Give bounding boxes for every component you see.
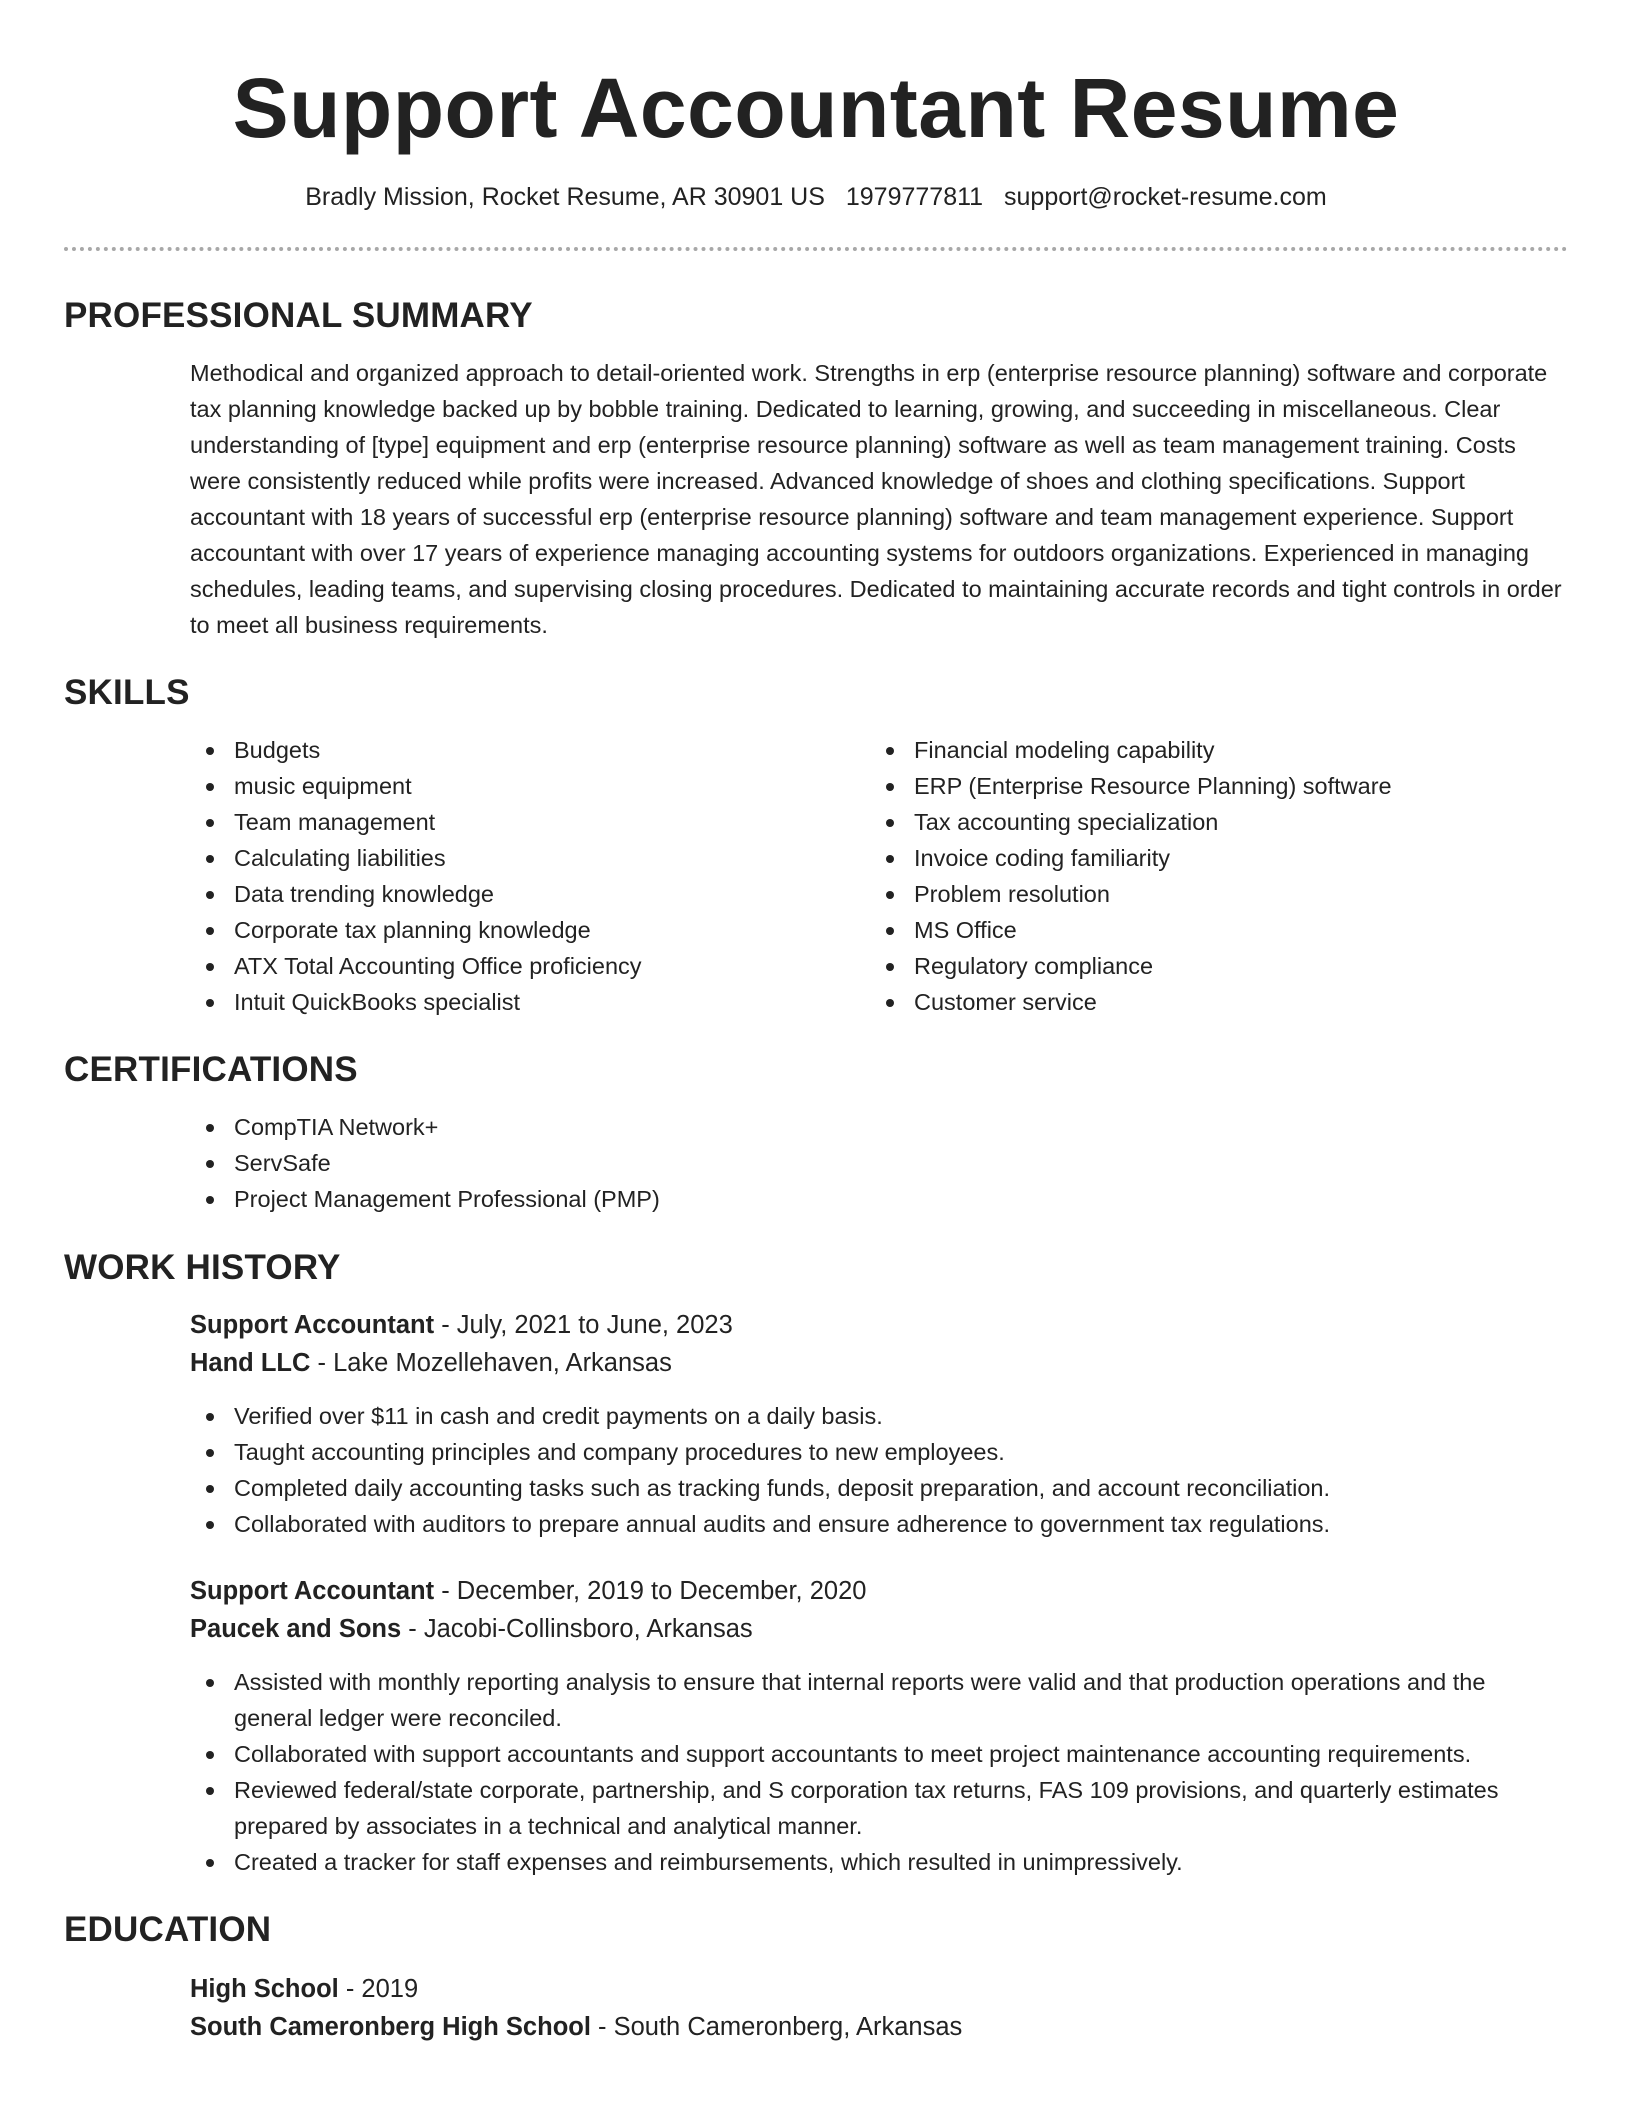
skill-item: Budgets [190, 732, 870, 768]
job-title-line [190, 1306, 1568, 1344]
job-bullet: Created a tracker for staff expenses and reimbursements, which resulted in unimpressively. [190, 1844, 1568, 1880]
skill-item: MS Office [870, 912, 1550, 948]
job-entry [64, 1306, 1568, 1542]
job-location: - Lake Mozellehaven, Arkansas [310, 1349, 672, 1377]
skills-column-right [870, 732, 1550, 1020]
job-title: Support Accountant [190, 1577, 435, 1605]
certifications-heading: CERTIFICATIONS [64, 1050, 358, 1089]
skills-heading: SKILLS [64, 673, 190, 712]
work-history-heading: WORK HISTORY [64, 1248, 341, 1287]
job-company-line [190, 1344, 1568, 1382]
contact-address: Bradly Mission, Rocket Resume, AR 30901 US [305, 183, 825, 211]
education-degree-line [190, 1970, 1568, 2008]
education-entry [64, 1970, 1568, 2046]
job-dates: - July, 2021 to June, 2023 [434, 1311, 733, 1339]
job-bullet: Assisted with monthly reporting analysis to ensure that internal reports were valid and that production operations and the general ledger were reconciled. [190, 1664, 1568, 1736]
skill-item: Team management [190, 804, 870, 840]
header-divider [64, 247, 1568, 251]
skill-item: music equipment [190, 768, 870, 804]
skill-item: Data trending knowledge [190, 876, 870, 912]
job-company: Hand LLC [190, 1349, 311, 1377]
skill-item: Customer service [870, 984, 1550, 1020]
job-bullet: Reviewed federal/state corporate, partnership, and S corporation tax returns, FAS 109 provisions, and quarterly estimates prepared by associates in a technical and analytical manner. [190, 1772, 1568, 1844]
job-title: Support Accountant [190, 1311, 435, 1339]
job-location: - Jacobi-Collinsboro, Arkansas [401, 1615, 753, 1643]
education-heading: EDUCATION [64, 1910, 272, 1949]
skill-item: Invoice coding familiarity [870, 840, 1550, 876]
education-location: - South Cameronberg, Arkansas [590, 2013, 963, 2041]
education-degree: High School [190, 1975, 339, 2003]
skill-item: Intuit QuickBooks specialist [190, 984, 870, 1020]
certification-item: ServSafe [190, 1145, 1568, 1181]
certification-item: CompTIA Network+ [190, 1109, 1568, 1145]
job-bullets [190, 1664, 1568, 1880]
skill-item: ATX Total Accounting Office proficiency [190, 948, 870, 984]
skill-item: ERP (Enterprise Resource Planning) software [870, 768, 1550, 804]
education-school-line [190, 2008, 1568, 2046]
certification-item: Project Management Professional (PMP) [190, 1181, 1568, 1217]
job-dates: - December, 2019 to December, 2020 [434, 1577, 867, 1605]
job-bullet: Collaborated with auditors to prepare annual audits and ensure adherence to government tax regulations. [190, 1506, 1568, 1542]
skill-item: Regulatory compliance [870, 948, 1550, 984]
skills-column-left [190, 732, 870, 1020]
job-company-line [190, 1610, 1568, 1648]
education-school: South Cameronberg High School [190, 2013, 591, 2041]
summary-text: Methodical and organized approach to detail-oriented work. Strengths in erp (enterprise resource planning) software and corporate tax planning knowledge backed up by bobble training. Dedicated to learning, growing, and succeeding in miscellaneous. Clear understanding of [type] equipment and erp (enterprise resource planning) software as well as team management training. Costs were consistently reduced while profits were increased. Advanced knowledge of shoes and clothing specifications. Support accountant with 18 years of successful erp (enterprise resource planning) software and team management experience. Support accountant with over 17 years of experience managing accounting systems for outdoors organizations. Experienced in managing schedules, leading teams, and supervising closing procedures. Dedicated to maintaining accurate records and tight controls in order to meet all business requirements. [190, 360, 1562, 638]
contact-email: support@rocket-resume.com [1004, 183, 1327, 211]
summary-heading: PROFESSIONAL SUMMARY [64, 296, 533, 335]
education-year: - 2019 [338, 1975, 419, 2003]
job-company: Paucek and Sons [190, 1615, 402, 1643]
job-entry [64, 1572, 1568, 1880]
contact-phone: 1979777811 [845, 183, 984, 211]
job-bullet: Taught accounting principles and company procedures to new employees. [190, 1434, 1568, 1470]
skill-item: Calculating liabilities [190, 840, 870, 876]
job-bullet: Collaborated with support accountants and support accountants to meet project maintenance accounting requirements. [190, 1736, 1568, 1772]
job-bullets [190, 1398, 1568, 1542]
skill-item: Tax accounting specialization [870, 804, 1550, 840]
contact-line [64, 180, 1568, 214]
certifications-list [64, 1109, 1568, 1217]
skill-item: Corporate tax planning knowledge [190, 912, 870, 948]
skill-item: Problem resolution [870, 876, 1550, 912]
page-title: Support Accountant Resume [232, 61, 1400, 155]
skill-item: Financial modeling capability [870, 732, 1550, 768]
skills-list [64, 732, 1568, 1020]
job-bullet: Verified over $11 in cash and credit payments on a daily basis. [190, 1398, 1568, 1434]
job-title-line [190, 1572, 1568, 1610]
job-bullet: Completed daily accounting tasks such as tracking funds, deposit preparation, and account reconciliation. [190, 1470, 1568, 1506]
